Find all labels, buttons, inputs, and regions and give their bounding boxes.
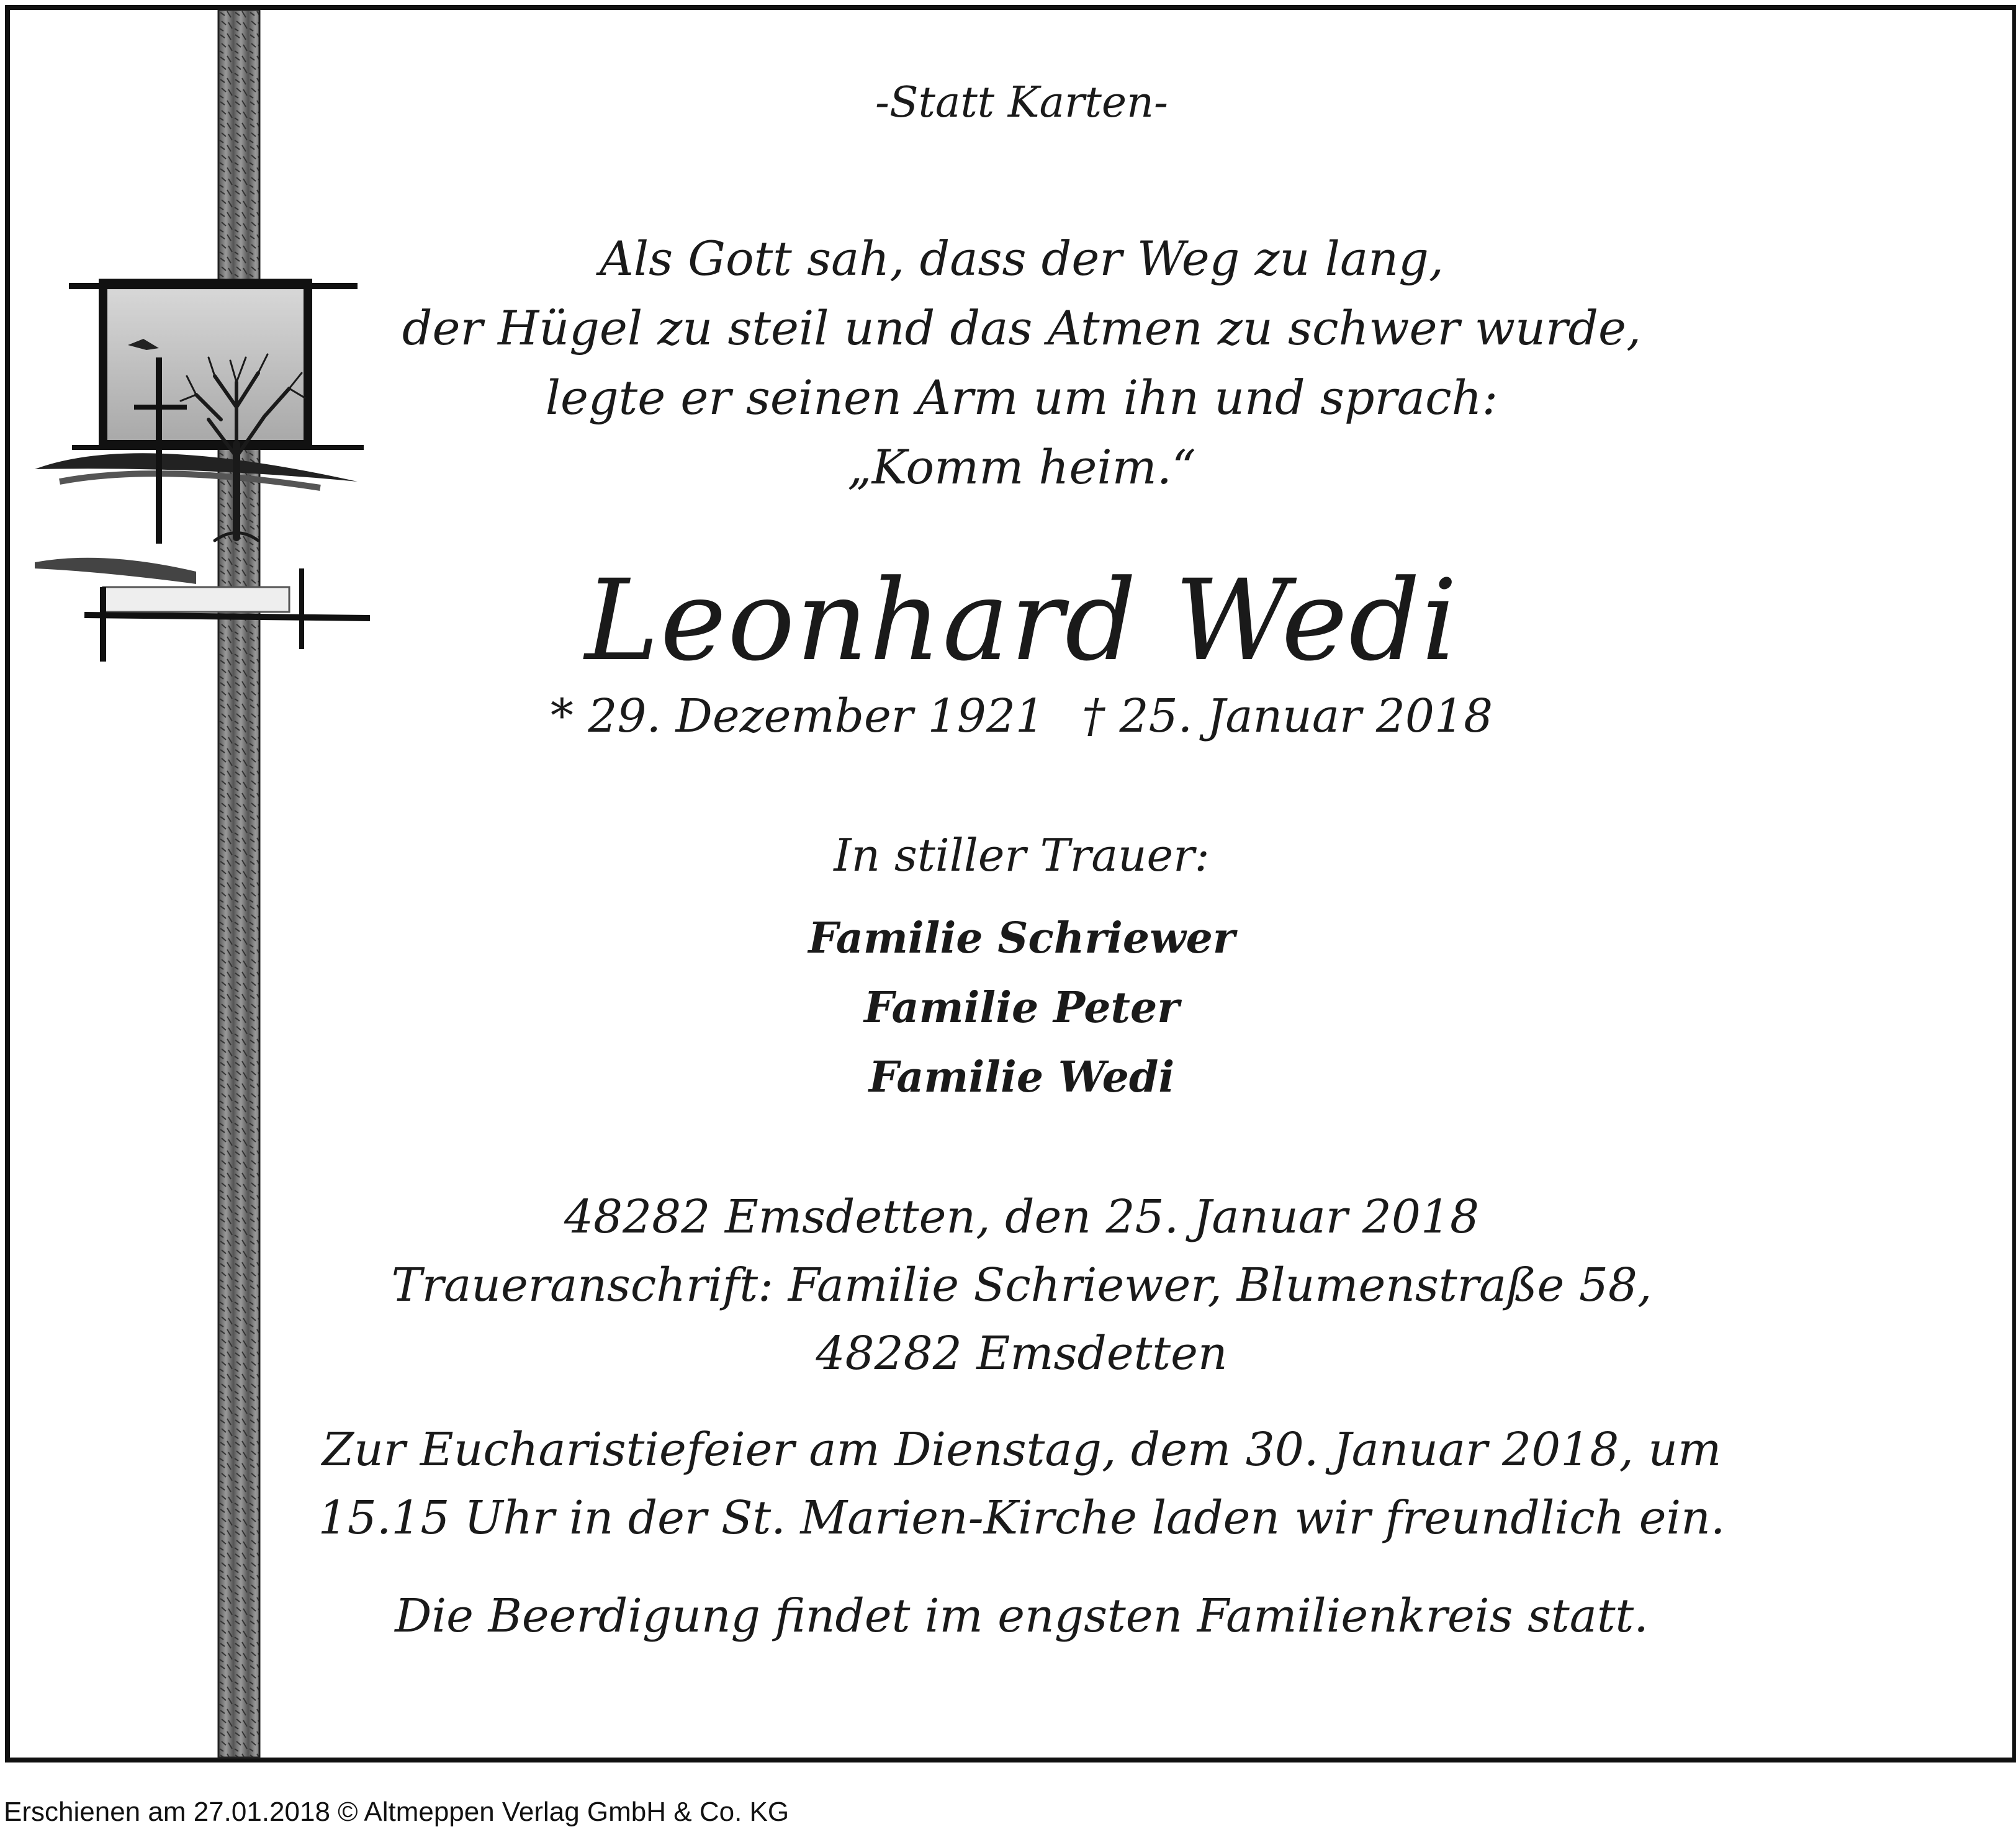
obituary-frame	[5, 5, 2016, 1762]
place-date: 48282 Emsdetten, den 25. Januar 2018	[564, 1190, 1480, 1244]
poem-line: legte er seinen Arm um ihn und sprach:	[545, 370, 1498, 425]
poem-line: „Komm heim.“	[847, 439, 1196, 495]
family-name: Familie Schriewer	[808, 914, 1235, 963]
invitation-line: 15.15 Uhr in der St. Marien-Kirche laden wir freundlich ein.	[318, 1491, 1726, 1545]
burial-note: Die Beerdigung findet im engsten Familienkreis statt.	[395, 1589, 1649, 1643]
poem-line: der Hügel zu steil und das Atmen zu schwer wurde,	[402, 300, 1642, 356]
deceased-name: Leonhard Wedi	[585, 556, 1459, 686]
life-dates	[308, 689, 1735, 743]
address-line: 48282 Emsdetten	[816, 1327, 1228, 1380]
birth-date: * 29. Dezember 1921	[550, 689, 1045, 743]
publication-credit: Erschienen am 27.01.2018 © Altmeppen Verlag GmbH & Co. KG	[4, 1797, 790, 1827]
place-and-address	[308, 1183, 1735, 1388]
family-name: Familie Wedi	[868, 1053, 1175, 1102]
poem	[308, 224, 1735, 502]
death-date: † 25. Januar 2018	[1082, 689, 1493, 743]
family-name: Familie Peter	[863, 983, 1180, 1033]
poem-line: Als Gott sah, dass der Weg zu lang,	[599, 231, 1444, 286]
invitation-line: Zur Eucharistiefeier am Dienstag, dem 30. Januar 2018, um	[322, 1423, 1722, 1476]
notice-header: -Statt Karten-	[875, 78, 1168, 127]
mourning-label: In stiller Trauer:	[834, 829, 1210, 881]
family-list	[308, 904, 1735, 1112]
address-line: Traueranschrift: Familie Schriewer, Blumenstraße 58,	[391, 1259, 1652, 1312]
invitation	[308, 1416, 1735, 1552]
